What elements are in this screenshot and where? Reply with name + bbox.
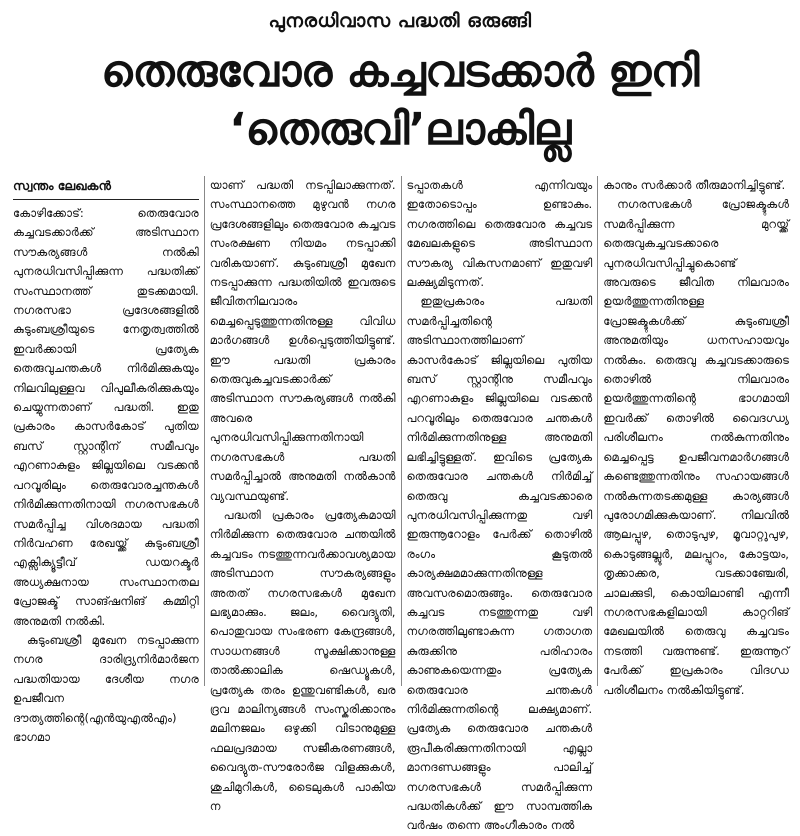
byline: സ്വന്തം ലേഖകൻ [13,176,199,200]
article-column-4 [597,176,794,697]
article-column-1 [8,176,204,744]
paragraph: യാണ് പദ്ധതി നടപ്പിലാക്കുന്നത്. സംസ്ഥാനത്തെ മുഴുവൻ നഗര പ്രദേശങ്ങളിലും തെരുവോര കച്ചവട സംരക്ഷണ നിയമം നടപ്പാക്കി വരികയാണ്. കുടുംബശ്രീ മുഖേന നടപ്പാക്കുന്ന പദ്ധതിയിൽ ഇവരുടെ ജീവിതനിലവാരം മെച്ചപ്പെടുത്തുന്നതിനുള്ള വിവിധ മാർഗങ്ങൾ ഉൾപ്പെടുത്തിയിട്ടുണ്ട്. ഈ പദ്ധതി പ്രകാരം തെരുവുകച്ചവടക്കാർക്ക് അടിസ്ഥാന സൗകര്യങ്ങൾ നൽകി അവരെ പുനരധിവസിപ്പിക്കുന്നതിനായി നഗരസഭകൾ പദ്ധതി സമർപ്പിച്ചാൽ അനുമതി നൽകാൻ വ്യവസ്ഥയുണ്ട്. [209,178,396,503]
headline-line-1: തെരുവോര കച്ചവടക്കാർ ഇനി [101,46,699,97]
paragraph: കോഴിക്കോട്: തെരുവോര കച്ചവടക്കാർക്ക് അടിസ്ഥാന സൗകര്യങ്ങൾ നൽകി പുനരധിവസിപ്പിക്കുന്ന പദ്ധതിക്ക് സംസ്ഥാനത്ത് തുടക്കമായി. നഗരസഭാ പ്രദേശങ്ങളിൽ കുടുംബശ്രീയുടെ നേതൃത്വത്തിൽ ഇവർക്കായി പ്രത്യേക തെരുവുചന്തകൾ നിർമിക്കുകയും നിലവിലുള്ളവ വിപുലീകരിക്കുകയും ചെയ്യുന്നതാണ് പദ്ധതി. ഇതു പ്രകാരം കാസർകോട് പുതിയ ബസ് സ്റ്റാന്റിന് സമീപവും എറണാകുളം ജില്ലയിലെ വടക്കൻ പറവൂരിലും തെരുവോരച്ചന്തകൾ നിർമിക്കുന്നതിനായി നഗരസഭകൾ സമർപ്പിച്ച വിശദമായ പദ്ധതി നിർവഹണ രേഖയ്ക്ക് കുടുംബശ്രീ എക്സിക്യൂട്ടീവ് ഡയറക്ടർ അധ്യക്ഷനായ സംസ്ഥാനതല പ്രോജക്ട് സാങ്ഷനിങ് കമ്മിറ്റി അനുമതി നൽകി. [13,206,199,628]
paragraph: പദ്ധതി പ്രകാരം പ്രത്യേകമായി നിർമിക്കുന്ന തെരുവോര ചന്തയിൽ കച്ചവടം നടത്തുന്നവർക്കാവശ്യമായ അടിസ്ഥാന സൗകര്യങ്ങളും അതത് നഗരസഭകൾ മുഖേന ലഭ്യമാക്കും. ജലം, വൈദ്യുതി, പൊതുവായ സംഭരണ കേന്ദ്രങ്ങൾ, സാധനങ്ങൾ സൂക്ഷിക്കാനുള്ള താൽക്കാലിക ഷെഡ്യൂകൾ, പ്രത്യേക തരം ഉന്തുവണ്ടികൾ, ഖര ദ്രവ മാലിന്യങ്ങൾ സംസ്കരിക്കാനും മലിനജലം ഒഴുക്കി വിടാനുമുള്ള ഫലപ്രദമായ സജീകരണങ്ങൾ, വൈദ്യുത-സൗരോർജ വിളക്കുകൾ, ശുചിമുറികൾ, ടൈലുകൾ പാകിയ ന [209,507,396,813]
paragraph: ടപ്പാതകൾ എന്നിവയും ഇതോടൊപ്പം ഉണ്ടാകും. നഗരത്തിലെ തെരുവോര കച്ചവട മേഖലകളുടെ അടിസ്ഥാന സൗകര്യ വികസനമാണ് ഇതുവഴി ലക്ഷ്യമിടുന്നത്. [406,178,593,290]
paragraph: നഗരസഭകൾ പ്രോജക്ടുകൾ സമർപ്പിക്കുന്ന മുറയ്ക്ക് തെരുവുകച്ചവടക്കാരെ പുനരധിവസിപ്പിച്ചുകൊണ്ട് അവരുടെ ജീവിത നിലവാരം ഉയർത്തുന്നതിനുള്ള പ്രോജക്ടുകൾക്ക് കുടുംബശ്രീ അനുമതിയും ധനസഹായവും നൽകും. തെരുവു കച്ചവടക്കാരുടെ തൊഴിൽ നിലവാരം ഉയർത്തുന്നതിന്റെ ഭാഗമായി ഇവർക്ക് തൊഴിൽ വൈദഗ്ധ്യ പരിശീലനം നൽകുന്നതിനും മെച്ചപ്പെട്ട ഉപജീവനമാർഗങ്ങൾ കണ്ടെത്തുന്നതിനും സഹായങ്ങൾ നൽകുന്നതടക്കമുള്ള കാര്യങ്ങൾ പുരോഗമിക്കുകയാണ്. നിലവിൽ ആലപ്പുഴ, തൊടുപുഴ, മൂവാറ്റുപുഴ, കൊടുങ്ങല്ലൂർ, മലപ്പുറം, കോട്ടയം, തൃക്കാക്കര, വടക്കാഞ്ചേരി, ചാലക്കുടി, കൊയിലാണ്ടി എന്നീ നഗരസഭകളിലായി കാറ്ററിങ് മേഖലയിൽ തെരുവു കച്ചവടം നടത്തി വരുന്നുണ്ട്. ഇരുന്നൂറ് പേർക്ക് ഇപ്രകാരം വിദഗ്ധ പരിശീലനം നൽകിയിട്ടുണ്ട്. [603,197,789,697]
article-column-3 [401,176,598,833]
paragraph: കുടുംബശ്രീ മുഖേന നടപ്പാക്കുന്ന നഗര ദാരിദ്ര്യനിർമാർജന പദ്ധതിയായ ദേശീയ നഗര ഉപജീവന ദൗത്യത്തിന്റെ(എൻയുഎൽഎം) ഭാഗമാ [13,632,199,744]
article-body [8,176,794,833]
paragraph: കാനും സർക്കാർ തീരുമാനിച്ചിട്ടുണ്ട്. [603,178,786,192]
article-column-2 [204,176,401,813]
paragraph: ഇതുപ്രകാരം പദ്ധതി സമർപ്പിച്ചതിന്റെ അടിസ്ഥാനത്തിലാണ് കാസർകോട് ജില്ലയിലെ പുതിയ ബസ് സ്റ്റാന്റിനു സമീപവും എറണാകുളം ജില്ലയിലെ വടക്കൻ പറവൂരിലും തെരുവോര ചന്തകൾ നിർമിക്കുന്നതിനുള്ള അനുമതി ലഭിച്ചിട്ടുള്ളത്. ഇവിടെ പ്രത്യേക തെരുവോര ചന്തകൾ നിർമിച്ച് തെരുവു കച്ചവടക്കാരെ പുനരധിവസിപ്പിക്കുന്നതു വഴി ഇരുന്നൂറോളം പേർക്ക് തൊഴിൽ രംഗം കൂടുതൽ കാര്യക്ഷമമാക്കുന്നതിനുള്ള അവസരമൊരുങ്ങും. തെരുവോര കച്ചവട നടത്തുന്നതു വഴി നഗരത്തിലുണ്ടാകുന്ന ഗതാഗത കുരുക്കിനു പരിഹാരം കാണുകയെന്നതും പ്രത്യേക തെരുവോര ചന്തകൾ നിർമിക്കുന്നതിന്റെ ലക്ഷ്യമാണ്. പ്രത്യേക തെരുവോര ചന്തകൾ രൂപീകരിക്കുന്നതിനായി എല്ലാ മാനദണ്ഡങ്ങളും പാലിച്ച് നഗരസഭകൾ സമർപ്പിക്കുന്ന പദ്ധതികൾക്ക് ഈ സാമ്പത്തിക വർഷം തന്നെ അംഗീകാരം നൽ [406,294,593,833]
headline-line-2: ‘തെരുവി’ലാകില്ല [229,104,571,155]
kicker-headline: പുനരധിവാസ പദ്ധതി ഒരുങ്ങി [268,10,532,32]
